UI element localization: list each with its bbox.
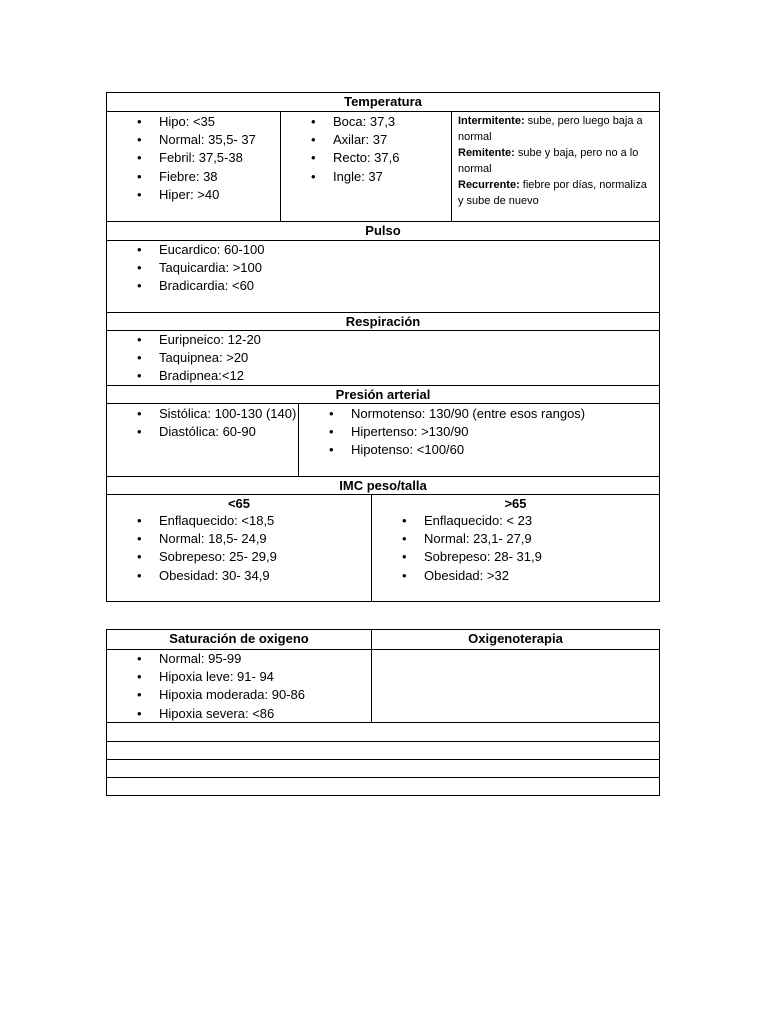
list-item: • Sobrepeso: 28- 31,9: [392, 548, 659, 566]
fever-type-remitente: Remitente: sube y baja, pero no a lo normal: [458, 147, 639, 175]
fever-types: [451, 112, 659, 221]
empty-row: [107, 741, 659, 759]
oxygen-table: [106, 629, 660, 796]
saturacion-values: [107, 650, 371, 722]
imc-under-65: [107, 495, 371, 601]
list-item: • Obesidad: 30- 34,9: [127, 567, 371, 585]
oxygen-header-row: [107, 630, 659, 649]
list-item: • Diastólica: 60-90: [127, 423, 298, 441]
list-item: • Ingle: 37: [301, 168, 451, 186]
temperatura-ranges-list: [107, 113, 280, 204]
presion-values-list: [107, 405, 298, 441]
list-item: • Hipoxia leve: 91- 94: [127, 668, 371, 686]
presion-header: [107, 385, 659, 403]
respiracion-title: Respiración: [345, 314, 421, 329]
list-item: • Euripneico: 12-20: [127, 331, 659, 349]
fever-type-intermitente: Intermitente: sube, pero luego baja a normal: [458, 115, 643, 143]
list-item: • Sistólica: 100-130 (140): [127, 405, 298, 423]
list-item: • Hipotenso: <100/60: [319, 441, 659, 459]
list-item: • Normal: 95-99: [127, 650, 371, 668]
oxigenoterapia-header: Oxigenoterapia: [371, 630, 659, 649]
presion-title: Presión arterial: [335, 387, 431, 402]
respiracion-header: [107, 312, 659, 330]
presion-values: [107, 404, 298, 476]
list-item: • Hipertenso: >130/90: [319, 423, 659, 441]
imc-title: IMC peso/talla: [339, 478, 427, 493]
presion-categories-list: [299, 405, 659, 460]
list-item: • Normal: 18,5- 24,9: [127, 530, 371, 548]
list-item: • Hipoxia severa: <86: [127, 705, 371, 723]
temperatura-header: [107, 93, 659, 111]
empty-row: [107, 777, 659, 795]
temperatura-title: Temperatura: [344, 94, 422, 109]
list-item: • Bradipnea:<12: [127, 367, 659, 385]
pulso-list: [107, 241, 659, 296]
pulso-header: [107, 221, 659, 240]
imc-under-65-header: <65: [227, 496, 251, 511]
imc-under-65-list: [107, 512, 371, 585]
list-item: • Hiper: >40: [127, 186, 280, 204]
list-item: • Taquipnea: >20: [127, 349, 659, 367]
list-item: • Recto: 37,6: [301, 149, 451, 167]
temperatura-sites: [280, 112, 451, 221]
imc-over-65-header: >65: [504, 496, 527, 511]
empty-row: [107, 759, 659, 777]
list-item: • Febril: 37,5-38: [127, 149, 280, 167]
list-item: • Sobrepeso: 25- 29,9: [127, 548, 371, 566]
respiracion-body: [107, 330, 659, 385]
presion-categories: [298, 404, 659, 476]
saturacion-list: [107, 650, 371, 723]
list-item: • Obesidad: >32: [392, 567, 659, 585]
imc-body: [107, 494, 659, 601]
list-item: • Axilar: 37: [301, 131, 451, 149]
list-item: • Eucardico: 60-100: [127, 241, 659, 259]
temperatura-body: [107, 111, 659, 221]
temperatura-sites-list: [281, 113, 451, 186]
list-item: • Hipo: <35: [127, 113, 280, 131]
list-item: • Enflaquecido: < 23: [392, 512, 659, 530]
pulso-title: Pulso: [365, 223, 401, 238]
list-item: • Boca: 37,3: [301, 113, 451, 131]
list-item: • Normal: 23,1- 27,9: [392, 530, 659, 548]
fever-type-recurrente: Recurrente: fiebre por días, normaliza y sube de nuevo: [458, 179, 647, 207]
empty-row: [107, 722, 659, 741]
imc-over-65: [371, 495, 659, 601]
list-item: • Hipoxia moderada: 90-86: [127, 686, 371, 704]
list-item: • Enflaquecido: <18,5: [127, 512, 371, 530]
oxygen-body: [107, 649, 659, 722]
saturacion-header: Saturación de oxigeno: [169, 631, 309, 646]
temperatura-ranges: [107, 112, 280, 221]
oxigenoterapia-values: [371, 650, 659, 722]
presion-body: [107, 403, 659, 476]
list-item: • Fiebre: 38: [127, 168, 280, 186]
respiracion-list: [107, 331, 659, 386]
list-item: • Normotenso: 130/90 (entre esos rangos): [319, 405, 659, 423]
list-item: • Taquicardia: >100: [127, 259, 659, 277]
pulso-body: [107, 240, 659, 312]
imc-over-65-list: [372, 512, 659, 585]
list-item: • Bradicardia: <60: [127, 277, 659, 295]
vital-signs-table: [106, 92, 660, 602]
list-item: • Normal: 35,5- 37: [127, 131, 280, 149]
imc-header: [107, 476, 659, 494]
